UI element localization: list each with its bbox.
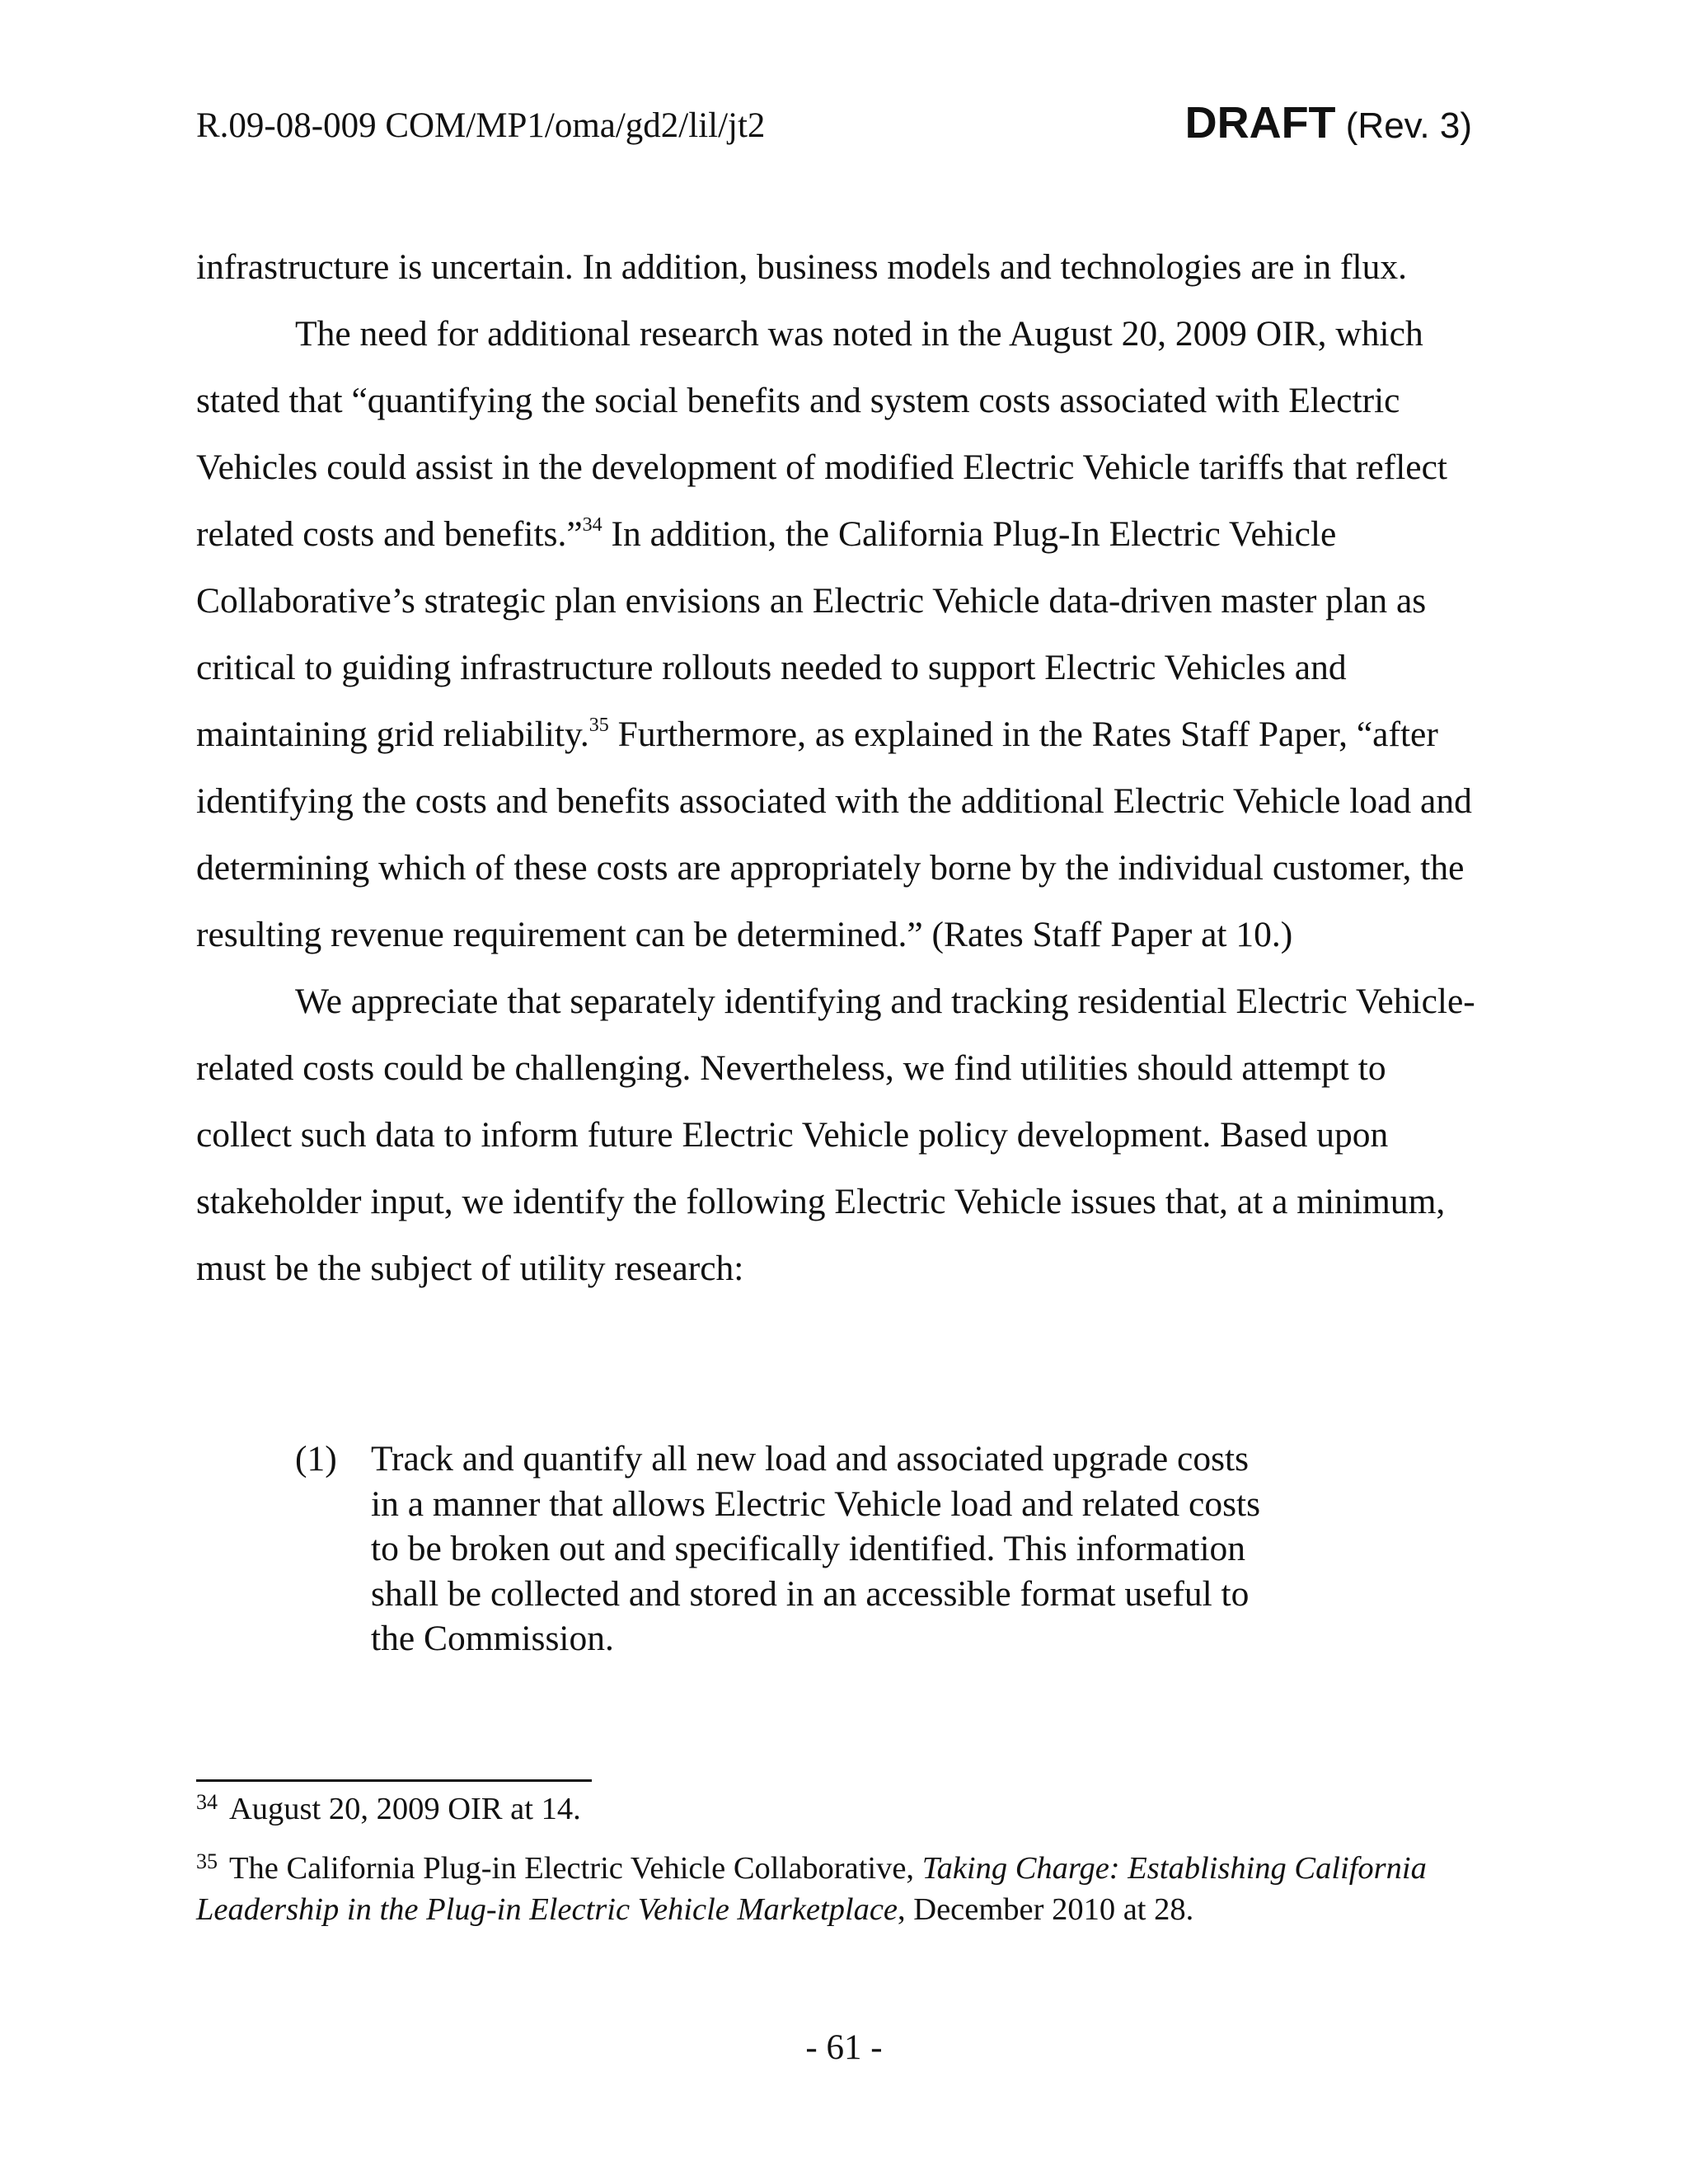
footnote-title: Taking Charge: Establishing California Leadership in the Plug-in Electric Vehicle Marketplace	[196, 1851, 1427, 1927]
footnote-ref-34[interactable]: 34	[582, 514, 603, 536]
body-text	[196, 234, 1482, 1302]
footnote-separator	[196, 1779, 592, 1782]
list-item-number: (1)	[295, 1439, 337, 1479]
footnote-mark: 35	[196, 1849, 218, 1873]
draft-label: DRAFT	[1184, 98, 1336, 148]
list-item-text: Track and quantify all new load and associated upgrade costs in a manner that allows Electric Vehicle load and related costs to be broken out and specifically identified. This information shall be collected and stored in an accessible format useful to the Commission.	[371, 1439, 1261, 1658]
research-issues-list	[295, 1436, 1284, 1661]
footnote-mark: 34	[196, 1790, 218, 1814]
footnote-ref-35[interactable]: 35	[588, 715, 609, 736]
footnotes	[196, 1788, 1482, 1948]
footnote-text: August 20, 2009 OIR at 14.	[229, 1792, 581, 1826]
footnote-text-end: , December 2010 at 28.	[898, 1892, 1194, 1927]
footnote-text: The California Plug-in Electric Vehicle Collaborative,	[229, 1851, 922, 1886]
docket-number: R.09-08-009 COM/MP1/oma/gd2/lil/jt2	[196, 106, 766, 145]
paragraph-2-part-b: In addition, the California Plug-In Electric Vehicle Collaborative’s strategic plan envisions an Electric Vehicle data-driven master plan as critical to guiding infrastructure rollouts needed to support Electric Vehicles and maintaining grid reliability.	[196, 514, 1427, 754]
footnote-34	[196, 1788, 1482, 1830]
page-number: - 61 -	[805, 2028, 883, 2067]
paragraph-3: We appreciate that separately identifying and tracking residential Electric Vehicle-related costs could be challenging. Nevertheless, we find utilities should attempt to collect such data to inform future Electric Vehicle policy development. Based upon stakeholder input, we identify the following Electric Vehicle issues that, at a minimum, must be the subject of utility research:	[196, 982, 1475, 1288]
paragraph-2	[196, 301, 1482, 968]
revision-label: (Rev. 3)	[1345, 105, 1472, 146]
footnote-35	[196, 1848, 1482, 1930]
paragraph-2-part-c: Furthermore, as explained in the Rates Staff Paper, “after identifying the costs and benefits associated with the additional Electric Vehicle load and determining which of these costs are appropriately borne by the individual customer, the resulting revenue requirement can be determined.” (Rates Staff Paper at 10.)	[196, 715, 1472, 954]
paragraph-2-part-a: The need for additional research was noted in the August 20, 2009 OIR, which stated that “quantifying the social benefits and system costs associated with Electric Vehicles could assist in the development of modified Electric Vehicle tariffs that reflect related costs and benefits.”	[196, 314, 1447, 554]
list-item	[295, 1436, 1284, 1661]
draft-header	[1185, 97, 1472, 148]
paragraph-1: infrastructure is uncertain. In addition, business models and technologies are in flux.	[196, 247, 1407, 287]
